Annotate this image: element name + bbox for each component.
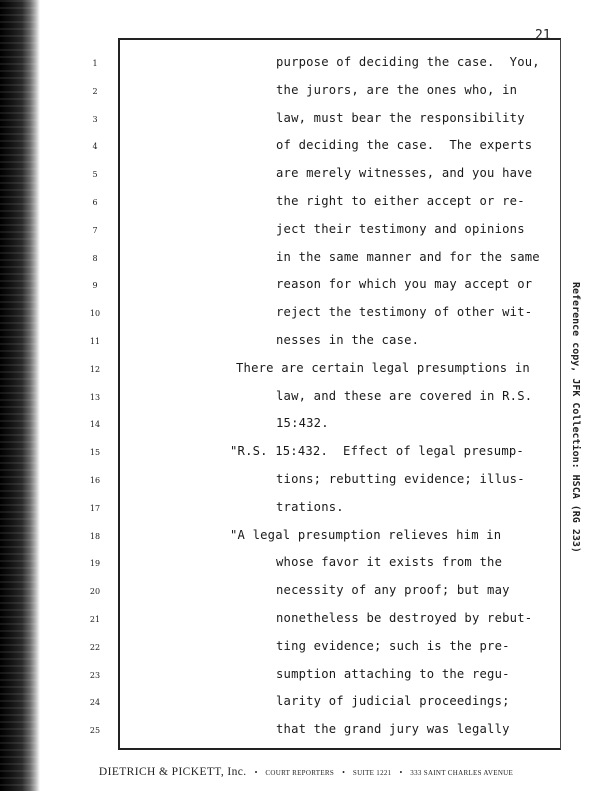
line-text: law, and these are covered in R.S. <box>276 388 533 403</box>
footer-separator: • <box>342 768 345 777</box>
line-number: 6 <box>92 198 98 207</box>
footer-services: COURT REPORTERS <box>265 769 335 777</box>
line-number: 3 <box>92 114 98 124</box>
line-text: necessity of any proof; but may <box>276 583 510 598</box>
line-number: 16 <box>89 476 101 485</box>
line-number: 20 <box>89 587 101 597</box>
transcript-line <box>0 138 612 158</box>
transcript-line <box>0 277 612 297</box>
transcript-line <box>0 528 612 548</box>
line-number: 4 <box>92 142 98 152</box>
line-text: in the same manner and for the same <box>276 249 540 264</box>
page-number: 21 <box>535 28 551 43</box>
line-text: the jurors, are the ones who, in <box>276 82 518 97</box>
line-number: 19 <box>89 559 101 569</box>
transcript-line <box>0 389 612 409</box>
line-text: purpose of deciding the case. You, <box>276 55 540 69</box>
transcript-line <box>0 639 612 659</box>
transcript-line <box>0 500 612 520</box>
transcript-line <box>0 305 612 325</box>
transcript-line <box>0 333 612 353</box>
line-number: 8 <box>92 253 98 263</box>
transcript-line <box>0 694 612 714</box>
line-number: 25 <box>89 726 101 736</box>
line-text: nesses in the case. <box>276 333 420 347</box>
line-text: trations. <box>276 499 344 514</box>
line-number: 2 <box>92 86 98 96</box>
line-text: reason for which you may accept or <box>276 277 533 292</box>
transcript-line <box>0 194 612 214</box>
line-text: There are certain legal presumptions in <box>236 360 530 375</box>
line-text: reject the testimony of other wit- <box>276 305 533 320</box>
transcript-line <box>0 250 612 270</box>
transcript-line <box>0 472 612 492</box>
line-number: 1 <box>92 59 98 68</box>
line-number: 17 <box>89 503 101 513</box>
transcript-line <box>0 583 612 603</box>
line-text: sumption attaching to the regu- <box>276 666 510 681</box>
transcript-line <box>0 555 612 575</box>
line-number: 14 <box>89 420 101 430</box>
line-number: 22 <box>89 642 101 652</box>
footer-separator: • <box>399 768 403 777</box>
line-text: "R.S. 15:432. Effect of legal presump- <box>230 444 524 459</box>
line-text: of deciding the case. The experts <box>276 138 533 153</box>
line-text: 15:432. <box>276 416 329 431</box>
reporter-footer <box>0 762 612 780</box>
line-text: the right to either accept or re- <box>276 194 525 208</box>
line-text: tions; rebutting evidence; illus- <box>276 472 525 486</box>
line-number: 11 <box>89 337 101 346</box>
archive-reference-stamp: Reference copy, JFK Collection: HSCA (RG 233) <box>570 282 581 553</box>
line-number: 18 <box>89 531 101 541</box>
transcript-line <box>0 416 612 436</box>
line-number: 10 <box>89 309 101 319</box>
footer-suite: SUITE 1221 <box>352 769 392 777</box>
line-number: 5 <box>92 170 98 180</box>
transcript-line <box>0 667 612 687</box>
transcript-line <box>0 611 612 631</box>
line-number: 7 <box>92 225 98 235</box>
transcript-line <box>0 444 612 464</box>
line-text: ting evidence; such is the pre- <box>276 638 510 653</box>
transcript-line <box>0 55 612 75</box>
footer-separator: • <box>254 768 258 777</box>
transcript-line <box>0 361 612 381</box>
transcript-line <box>0 222 612 242</box>
transcript-line <box>0 83 612 103</box>
transcript-line <box>0 722 612 742</box>
line-number: 23 <box>89 670 101 680</box>
line-number: 9 <box>92 281 98 291</box>
line-text: are merely witnesses, and you have <box>276 166 533 181</box>
transcript-line <box>0 166 612 186</box>
line-text: "A legal presumption relieves him in <box>230 527 502 542</box>
line-number: 12 <box>89 364 101 374</box>
line-text: that the grand jury was legally <box>276 722 510 737</box>
line-number: 13 <box>89 392 101 402</box>
line-text: nonetheless be destroyed by rebut- <box>276 611 533 625</box>
line-number: 24 <box>89 698 101 708</box>
line-text: whose favor it exists from the <box>276 555 503 570</box>
line-number: 15 <box>89 448 101 458</box>
line-number: 21 <box>89 615 101 624</box>
footer-address: 333 SAINT CHARLES AVENUE <box>410 769 514 777</box>
line-text: ject their testimony and opinions <box>276 221 525 236</box>
transcript-line <box>0 111 612 131</box>
firm-name: DIETRICH & PICKETT, Inc. <box>98 766 247 778</box>
line-text: larity of judicial proceedings; <box>276 694 510 709</box>
line-text: law, must bear the responsibility <box>276 110 525 125</box>
